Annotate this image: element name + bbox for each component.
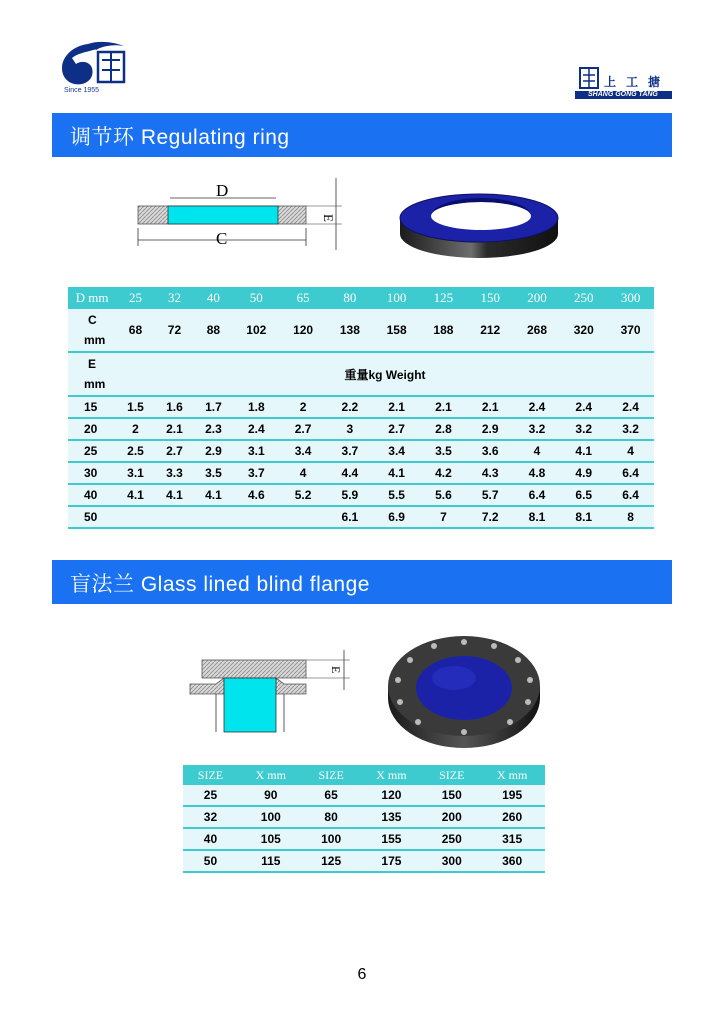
table-cell [280,506,327,528]
table-cell: 3.5 [194,462,233,484]
header-cell: 80 [326,287,373,309]
header-cell: 25 [116,287,155,309]
header-cell: X mm [238,765,304,785]
table-row [68,506,654,528]
table-cell: 1.8 [233,396,280,418]
table-row [68,484,654,506]
brand-name-cn: 上工搪 [604,75,671,89]
table-row [183,828,545,850]
table-cell: 150 [424,785,479,806]
table-cell: 360 [479,850,545,872]
header-cell: 200 [514,287,561,309]
e-label-top: E [88,357,97,371]
table-cell: 2.1 [420,396,467,418]
row-label: 20 [68,418,116,440]
table-cell: 72 [155,309,194,352]
table-cell: 40 [183,828,238,850]
c-label-top: C [88,313,97,327]
regulating-ring-photo [396,186,562,262]
table-cell: 2.8 [420,418,467,440]
table-cell: 100 [304,828,359,850]
header-cell: 50 [233,287,280,309]
dim-d-label: D [216,181,229,200]
section-header-regulating-ring [52,113,672,157]
table-cell: 3.7 [233,462,280,484]
regulating-ring-diagram [130,176,350,252]
table-cell: 6.9 [373,506,420,528]
table-cell: 3 [326,418,373,440]
table-cell: 5.6 [420,484,467,506]
table-cell: 3.3 [155,462,194,484]
table-cell: 3.7 [326,440,373,462]
table-cell: 4.9 [560,462,607,484]
table-cell: 105 [238,828,304,850]
table-cell: 4.8 [514,462,561,484]
table-cell: 4.4 [326,462,373,484]
dim-e-label: E [329,666,343,674]
table-header-row [68,287,654,309]
header-cell: X mm [359,765,425,785]
table-cell: 120 [280,309,327,352]
table-header-row [183,765,545,785]
table-cell: 68 [116,309,155,352]
dim-c-label: C [216,229,228,248]
table-cell: 138 [326,309,373,352]
table-cell: 1.7 [194,396,233,418]
header-cell: 300 [607,287,654,309]
table-cell: 80 [304,806,359,828]
table-cell: 2.9 [194,440,233,462]
table-cell: 125 [304,850,359,872]
table-cell: 2.2 [326,396,373,418]
table-cell: 7 [420,506,467,528]
table-cell: 4.1 [194,484,233,506]
table-cell: 5.2 [280,484,327,506]
header-cell: D mm [68,287,116,309]
table-cell: 212 [467,309,514,352]
header-cell: 250 [560,287,607,309]
row-label: 30 [68,462,116,484]
table-cell: 2.4 [514,396,561,418]
header-cell: 32 [155,287,194,309]
table-row [183,785,545,806]
header-cell: 65 [280,287,327,309]
table-cell: 268 [514,309,561,352]
table-cell: 2.7 [373,418,420,440]
table-cell: 65 [304,785,359,806]
table-cell: 1.6 [155,396,194,418]
table-cell: 8.1 [560,506,607,528]
table-cell: 32 [183,806,238,828]
table-cell: 4.1 [116,484,155,506]
table-cell: 2.7 [155,440,194,462]
table-cell: 90 [238,785,304,806]
table-cell: 88 [194,309,233,352]
table-row [68,418,654,440]
table-cell: 3.4 [280,440,327,462]
table-cell: 2.1 [155,418,194,440]
row-label-c [68,309,116,352]
row-label: 25 [68,440,116,462]
blind-flange-table [183,765,545,873]
table-cell: 5.9 [326,484,373,506]
header-cell: 100 [373,287,420,309]
table-cell: 4.1 [560,440,607,462]
table-cell: 50 [183,850,238,872]
table-row [183,806,545,828]
table-cell: 260 [479,806,545,828]
brand-mark-icon [578,66,600,90]
table-cell: 4 [607,440,654,462]
table-cell: 4 [280,462,327,484]
table-cell: 3.2 [560,418,607,440]
table-cell: 100 [238,806,304,828]
row-label: 50 [68,506,116,528]
table-cell: 2 [280,396,327,418]
table-cell: 3.2 [607,418,654,440]
table-cell: 2.7 [280,418,327,440]
table-cell: 4.2 [420,462,467,484]
table-row [183,850,545,872]
header-cell: 150 [467,287,514,309]
table-cell: 115 [238,850,304,872]
table-cell: 135 [359,806,425,828]
brand-name-en: SHANG GONG TANG [588,91,658,98]
table-cell: 4.3 [467,462,514,484]
section-header-blind-flange [52,560,672,604]
table-cell [116,506,155,528]
table-cell: 370 [607,309,654,352]
header-cell: X mm [479,765,545,785]
table-cell: 6.4 [607,484,654,506]
header-cell: SIZE [183,765,238,785]
header-cell: SIZE [424,765,479,785]
table-cell: 158 [373,309,420,352]
table-cell: 4 [514,440,561,462]
table-cell: 8 [607,506,654,528]
table-cell: 120 [359,785,425,806]
table-cell: 102 [233,309,280,352]
table-cell: 5.5 [373,484,420,506]
table-cell: 2.4 [607,396,654,418]
table-cell: 7.2 [467,506,514,528]
table-cell: 2.1 [467,396,514,418]
header-cell: 125 [420,287,467,309]
page-number: 6 [357,966,367,983]
row-label: 40 [68,484,116,506]
table-cell: 6.5 [560,484,607,506]
table-cell: 3.1 [116,462,155,484]
table-cell: 5.7 [467,484,514,506]
blind-flange-diagram [186,650,356,734]
table-cell: 2.9 [467,418,514,440]
table-row-e-weight [68,352,654,396]
row-label-e [68,352,116,396]
section-title: 调节环 Regulating ring [70,126,290,149]
table-cell [155,506,194,528]
table-cell: 3.4 [373,440,420,462]
table-cell: 155 [359,828,425,850]
since-text: Since 1955 [64,87,100,94]
row-label: 15 [68,396,116,418]
table-cell: 4.1 [373,462,420,484]
table-row-c [68,309,654,352]
table-cell: 320 [560,309,607,352]
table-cell: 195 [479,785,545,806]
table-cell: 6.4 [514,484,561,506]
table-row [68,440,654,462]
table-cell: 2.3 [194,418,233,440]
c-label-bottom: mm [84,333,106,347]
table-cell: 6.4 [607,462,654,484]
table-cell: 8.1 [514,506,561,528]
table-row [68,462,654,484]
blind-flange-photo [384,632,544,752]
table-cell: 3.2 [514,418,561,440]
table-cell: 3.1 [233,440,280,462]
weight-label: 重量kg Weight [116,352,654,396]
table-cell: 200 [424,806,479,828]
table-cell: 4.6 [233,484,280,506]
section-title: 盲法兰 Glass lined blind flange [70,573,370,596]
table-cell: 2.4 [560,396,607,418]
header-cell: SIZE [304,765,359,785]
table-cell: 2.4 [233,418,280,440]
table-cell: 175 [359,850,425,872]
table-cell: 188 [420,309,467,352]
company-logo [58,40,138,90]
e-label-bottom: mm [84,377,106,391]
table-cell: 3.6 [467,440,514,462]
table-cell: 4.1 [155,484,194,506]
dim-e-label: E [321,214,336,222]
regulating-ring-table [68,287,654,529]
header-cell: 40 [194,287,233,309]
table-cell: 300 [424,850,479,872]
table-cell: 1.5 [116,396,155,418]
table-cell: 2.5 [116,440,155,462]
table-cell: 2.1 [373,396,420,418]
table-cell: 250 [424,828,479,850]
table-cell: 25 [183,785,238,806]
table-cell [233,506,280,528]
table-cell: 3.5 [420,440,467,462]
table-cell: 6.1 [326,506,373,528]
table-cell: 315 [479,828,545,850]
table-row [68,396,654,418]
table-cell: 2 [116,418,155,440]
table-cell [194,506,233,528]
